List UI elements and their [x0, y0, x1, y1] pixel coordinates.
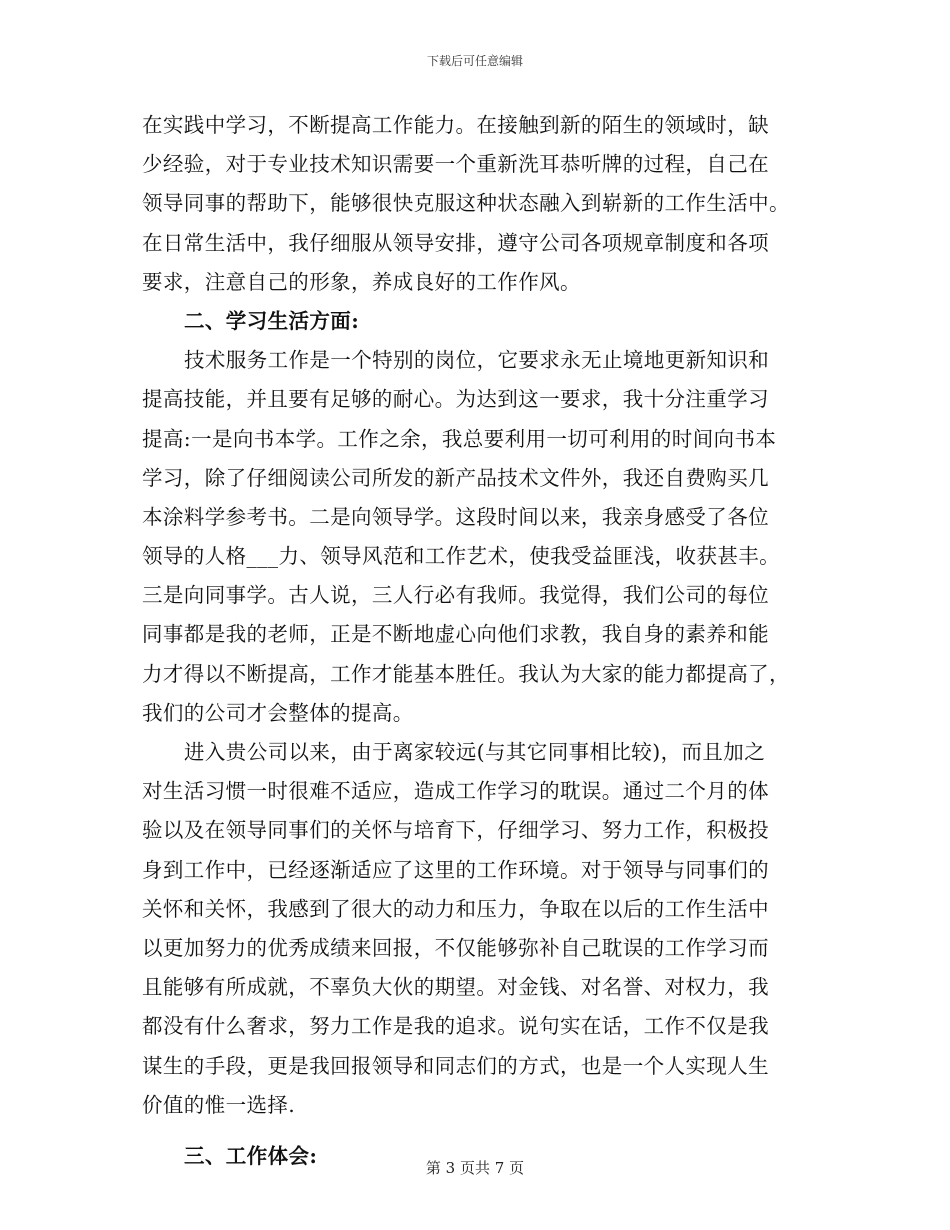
text-line: 关怀和关怀，我感到了很大的动力和压力，争取在以后的工作生活中: [142, 896, 769, 921]
text-line: 且能够有所成就，不辜负大伙的期望。对金钱、对名誉、对权力，我: [142, 975, 769, 1000]
text-line: 提高技能，并且要有足够的耐心。为达到这一要求，我十分注重学习: [142, 387, 769, 412]
text-line: 对生活习惯一时很难不适应，造成工作学习的耽误。通过二个月的体: [142, 779, 769, 804]
text-line: 谋生的手段，更是我回报领导和同志们的方式，也是一个人实现人生: [142, 1053, 769, 1078]
paragraph-1: [142, 106, 812, 302]
text-line: 我们的公司才会整体的提高。: [142, 700, 414, 725]
text-line: 在实践中学习，不断提高工作能力。在接触到新的陌生的领域时，缺: [142, 113, 769, 137]
text-line: 提高:一是向书本学。工作之余，我总要利用一切可利用的时间向书本: [142, 426, 777, 451]
text-line: 以更加努力的优秀成绩来回报，不仅能够弥补自己耽误的工作学习而: [142, 935, 769, 960]
text-line: 少经验，对于专业技术知识需要一个重新洗耳恭听牌的过程，自己在: [142, 152, 769, 177]
text-line: 学习，除了仔细阅读公司所发的新产品技术文件外，我还自费购买几: [142, 465, 769, 490]
text-line: 力才得以不断提高，工作才能基本胜任。我认为大家的能力都提高了，: [142, 661, 790, 686]
text-line: 在日常生活中，我仔细服从领导安排，遵守公司各项规章制度和各项: [142, 230, 769, 255]
page-number: 第 3 页共 7 页: [425, 1159, 525, 1177]
paragraph-2: [142, 341, 812, 733]
text-line: 领导同事的帮助下，能够很快克服这种状态融入到崭新的工作生活中。: [142, 191, 790, 216]
text-line: 进入贵公司以来，由于离家较远(与其它同事相比较)，而且加之: [184, 740, 766, 764]
section-heading-study-life: 二、学习生活方面:: [184, 308, 360, 333]
text-line: 本涂料学参考书。二是向领导学。这段时间以来，我亲身感受了各位: [142, 504, 769, 529]
spacer: [142, 1125, 812, 1137]
text-line: 价值的惟一选择.: [142, 1092, 296, 1117]
section-heading-work-experience: 三、工作体会:: [184, 1143, 318, 1168]
text-line: 三是向同事学。古人说，三人行必有我师。我觉得，我们公司的每位: [142, 583, 769, 608]
text-line: 验以及在领导同事们的关怀与培育下，仔细学习、努力工作，积极投: [142, 818, 769, 843]
text-line: 身到工作中，已经逐渐适应了这里的工作环境。对于领导与同事们的: [142, 857, 769, 882]
text-line: 要求，注意自己的形象，养成良好的工作作风。: [142, 269, 581, 294]
document-body: [142, 106, 812, 1176]
text-line: 都没有什么奢求，努力工作是我的追求。说句实在话，工作不仅是我: [142, 1014, 769, 1039]
text-line: 技术服务工作是一个特别的岗位，它要求永无止境地更新知识和: [184, 348, 770, 373]
text-line: 同事都是我的老师，正是不断地虚心向他们求教，我自身的素养和能: [142, 622, 769, 647]
paragraph-3: [142, 733, 812, 1125]
text-line: 领导的人格___力、领导风范和工作艺术，使我受益匪浅，收获甚丰。: [142, 544, 781, 569]
page-header: 下载后可任意编辑: [426, 54, 523, 68]
